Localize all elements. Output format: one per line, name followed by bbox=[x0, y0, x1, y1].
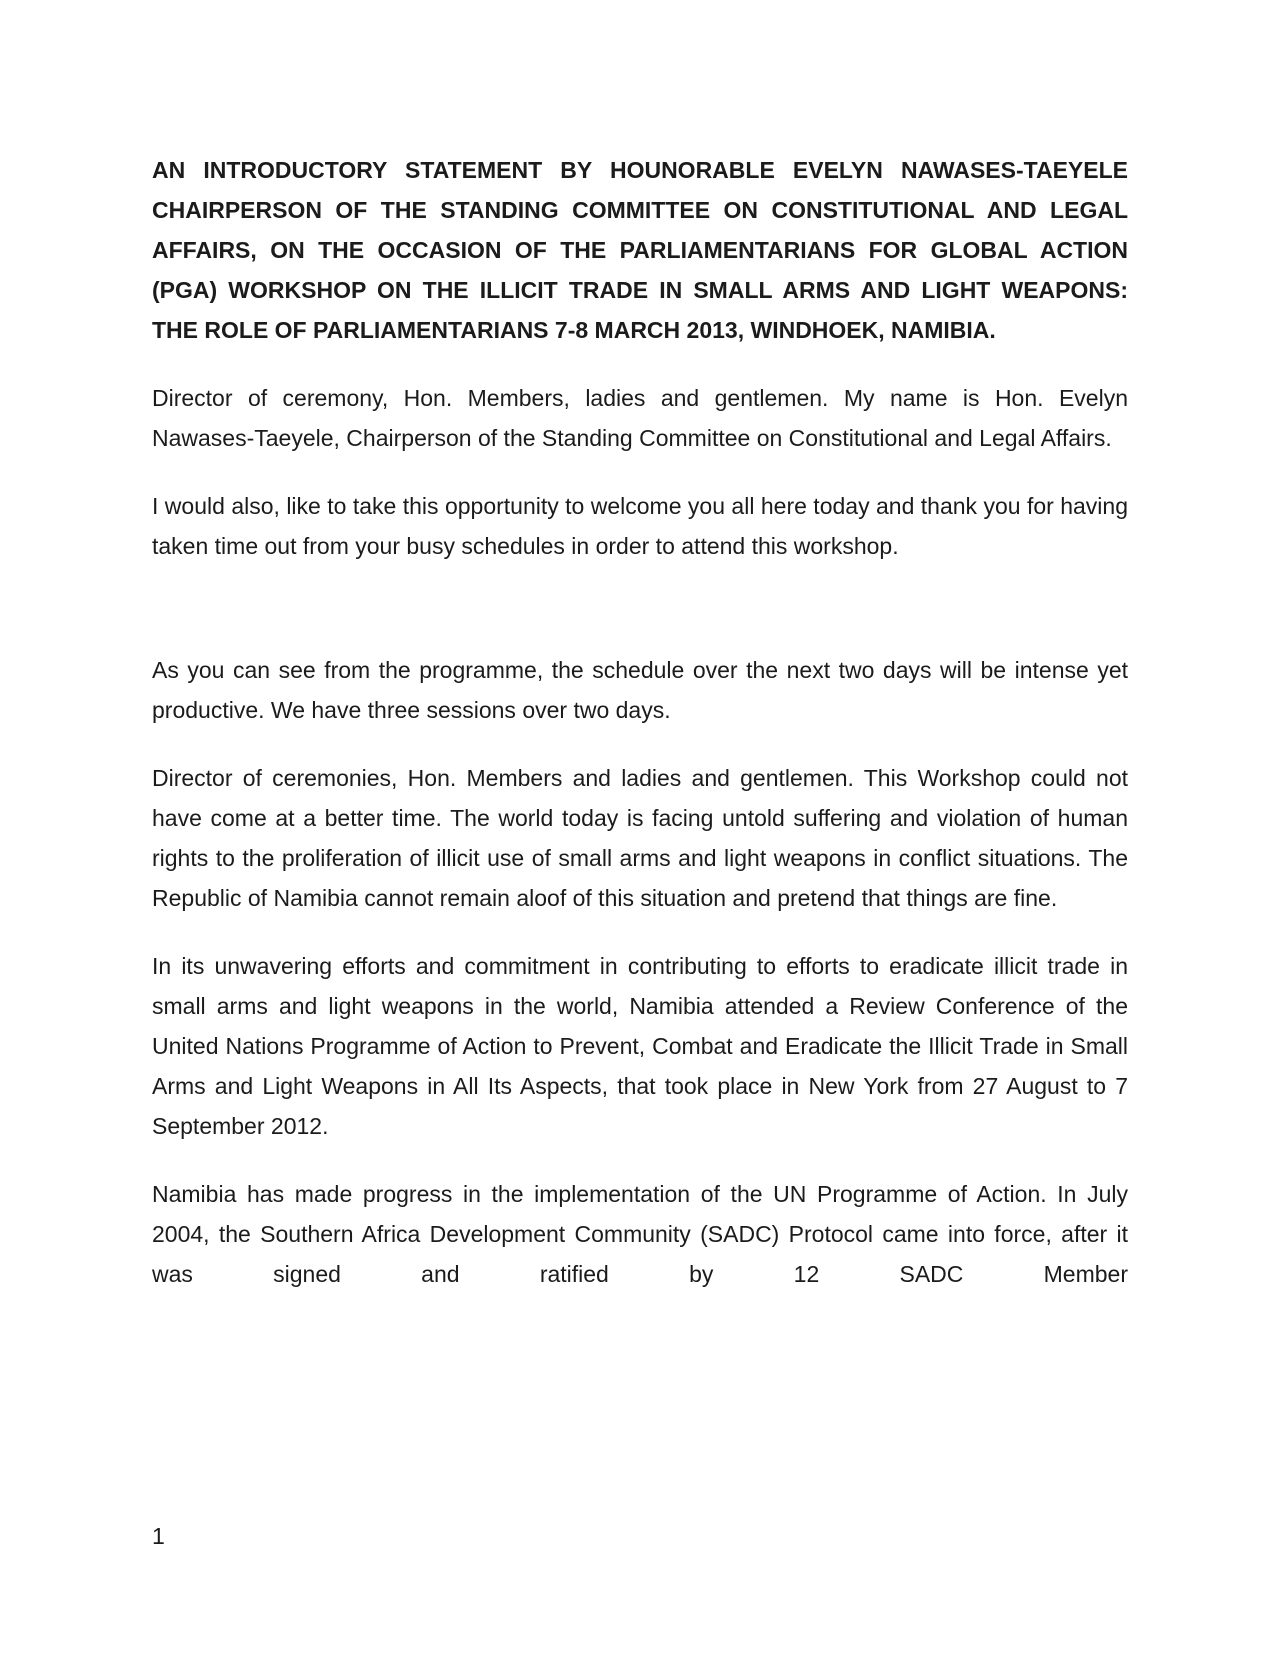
empty-paragraph bbox=[152, 594, 1128, 622]
paragraph: Director of ceremonies, Hon. Members and ladies and gentlemen. This Workshop could not have come at a better time. The world today is facing untold suffering and violation of human rights to the proliferation of illicit use of small arms and light weapons in conflict situations. The Republic of Namibia cannot remain aloof of this situation and pretend that things are fine. bbox=[152, 765, 1128, 911]
paragraph: I would also, like to take this opportunity to welcome you all here today and thank you for having taken time out from your busy schedules in order to attend this workshop. bbox=[152, 493, 1128, 559]
document-title: AN INTRODUCTORY STATEMENT BY HOUNORABLE EVELYN NAWASES-TAEYELE CHAIRPERSON OF THE STANDING COMMITTEE ON CONSTITUTIONAL AND LEGAL AFFAIRS, ON THE OCCASION OF THE PARLIAMENTARIANS FOR GLOBAL ACTION (PGA) WORKSHOP ON THE ILLICIT TRADE IN SMALL ARMS AND LIGHT WEAPONS: THE ROLE OF PARLIAMENTARIANS 7-8 MARCH 2013, WINDHOEK, NAMIBIA. bbox=[152, 157, 1128, 343]
paragraph: As you can see from the programme, the schedule over the next two days will be intense yet productive. We have three sessions over two days. bbox=[152, 657, 1128, 723]
page-number: 1 bbox=[152, 1523, 165, 1549]
paragraph: In its unwavering efforts and commitment in contributing to efforts to eradicate illicit trade in small arms and light weapons in the world, Namibia attended a Review Conference of the United Nations Programme of Action to Prevent, Combat and Eradicate the Illicit Trade in Small Arms and Light Weapons in All Its Aspects, that took place in New York from 27 August to 7 September 2012. bbox=[152, 953, 1128, 1139]
paragraph-list bbox=[152, 378, 1128, 1294]
paragraph: Namibia has made progress in the implementation of the UN Programme of Action. In July 2004, the Southern Africa Development Community (SADC) Protocol came into force, after it was signed and ratified by 12 SADC Member bbox=[152, 1181, 1128, 1287]
paragraph: Director of ceremony, Hon. Members, ladies and gentlemen. My name is Hon. Evelyn Nawases-Taeyele, Chairperson of the Standing Committee on Constitutional and Legal Affairs. bbox=[152, 385, 1128, 451]
document-body bbox=[152, 150, 1128, 1322]
